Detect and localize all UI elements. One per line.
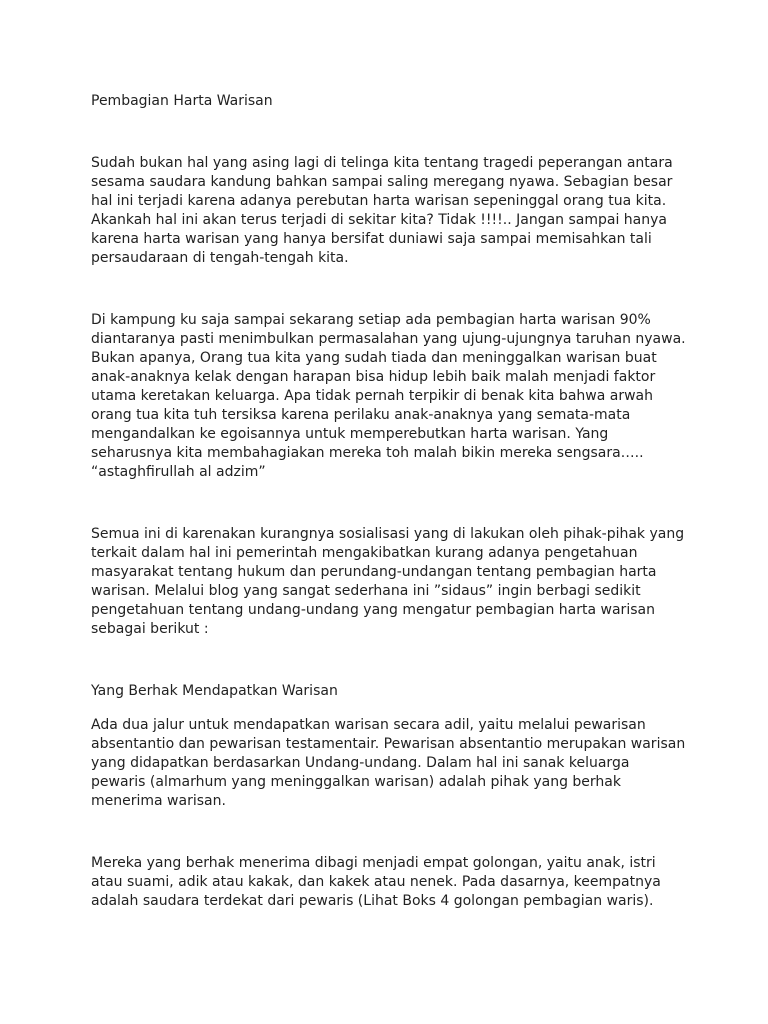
spacer xyxy=(91,482,691,525)
spacer xyxy=(91,811,691,854)
paragraph-sosialisasi: Semua ini di karenakan kurangnya sosialisasi yang di lakukan oleh pihak-pihak yang terkait dalam hal ini pemerintah mengakibatkan kurang adanya pengetahuan masyarakat tentang hukum dan perundang-undangan tentang pembagian harta warisan. Melalui blog yang sangat sederhana ini ”sidaus” ingin berbagi sedikit pengetahuan tentang undang-undang yang mengatur pembagian harta warisan sebagai berikut : xyxy=(91,526,685,637)
spacer xyxy=(91,268,691,311)
paragraph-golongan: Mereka yang berhak menerima dibagi menjadi empat golongan, yaitu anak, istri atau suami, adik atau kakak, dan kakek atau nenek. Pada dasarnya, keempatnya adalah saudara terdekat dari pewaris (Lihat Boks 4 golongan pembagian waris). xyxy=(91,855,661,909)
paragraph-kampung: Di kampung ku saja sampai sekarang setiap ada pembagian harta warisan 90% diantaranya pasti menimbulkan permasalahan yang ujung-ujungnya taruhan nyawa. Bukan apanya, Orang tua kita yang sudah tiada dan meninggalkan warisan buat anak-anaknya kelak dengan harapan bisa hidup lebih baik malah menjadi faktor utama keretakan keluarga. Apa tidak pernah terpikir di benak kita bahwa arwah orang tua kita tuh tersiksa karena perilaku anak-anaknya yang semata-mata mengandalkan ke egoisannya untuk memperebutkan harta warisan. Yang seharusnya kita membahagiakan mereka toh malah bikin mereka sengsara….. “astaghfirullah al adzim” xyxy=(91,312,686,480)
document-page xyxy=(91,92,691,911)
paragraph-jalur: Ada dua jalur untuk mendapatkan warisan secara adil, yaitu melalui pewarisan absentantio dan pewarisan testamentair. Pewarisan absentantio merupakan warisan yang didapatkan berdasarkan Undang-undang. Dalam hal ini sanak keluarga pewaris (almarhum yang meninggalkan warisan) adalah pihak yang berhak menerima warisan. xyxy=(91,717,686,809)
spacer xyxy=(91,639,691,682)
spacer xyxy=(91,701,691,716)
paragraph-intro: Sudah bukan hal yang asing lagi di telinga kita tentang tragedi peperangan antara sesama saudara kandung bahkan sampai saling meregang nyawa. Sebagian besar hal ini terjadi karena adanya perebutan harta warisan sepeninggal orang tua kita. Akankah hal ini akan terus terjadi di sekitar kita? Tidak !!!!.. Jangan sampai hanya karena harta warisan yang hanya bersifat duniawi saja sampai memisahkan tali persaudaraan di tengah-tengah kita. xyxy=(91,155,673,266)
spacer xyxy=(91,111,691,154)
document-title: Pembagian Harta Warisan xyxy=(91,93,273,109)
section-heading: Yang Berhak Mendapatkan Warisan xyxy=(91,683,338,699)
